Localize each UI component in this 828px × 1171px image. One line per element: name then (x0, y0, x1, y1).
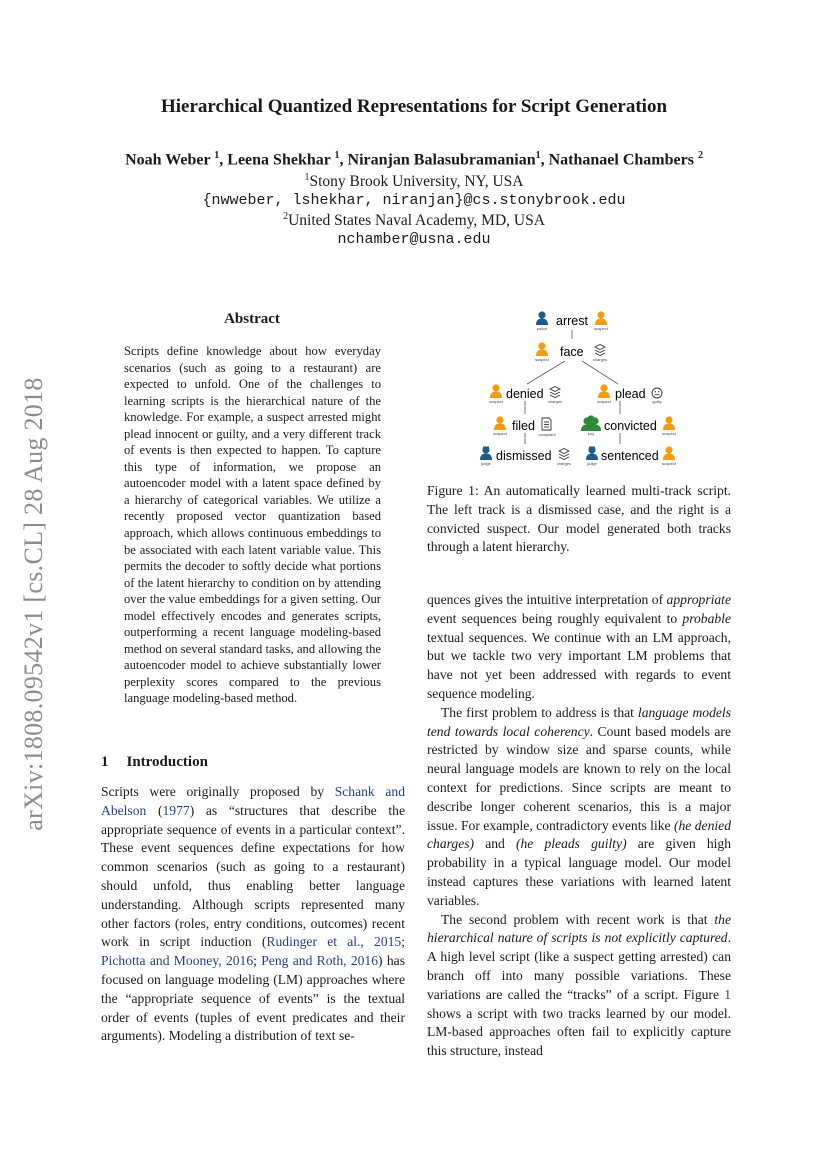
paragraph: The first problem to address is that language models tend towards local coherency. Count based models are restricted by window size and sparse counts, while neural language models are known to rely on the local context for predictions. Since scripts are meant to describe longer coherent scenarios, this is a major issue. For example, contradictory events like (he denied charges) and (he pleads guilty) are given high probability in a typical language model. Our model instead captures these variations with learned latent variables. (427, 704, 731, 908)
svg-text:plead: plead (615, 387, 646, 401)
svg-text:guilty: guilty (652, 399, 662, 404)
person-icon (494, 416, 506, 430)
svg-text:face: face (560, 345, 584, 359)
svg-text:suspect: suspect (662, 431, 676, 436)
svg-text:dismissed: dismissed (496, 449, 552, 463)
svg-text:suspect: suspect (594, 326, 608, 331)
intro-paragraph-1: Scripts were originally proposed by Schank and Abelson (1977) as “structures that describe the appropriate sequence of events in a particular context”. These event sequences define expectations for how common scenarios (such as going to a restaurant) should unfold, thus enabling better language understanding. Although scripts represented many other factors (roles, entry conditions, outcomes) recent work in script induction (Rudinger et al., 2015; Pichotta and Mooney, 2016; Peng and Roth, 2016) has focused on language modeling (LM) approaches where the “appropriate sequence of events” is the textual order of events (tuples of event predicates and their arguments). Modeling a distribution of text se- (101, 784, 405, 1044)
figure-1-script-tree (470, 306, 700, 476)
svg-text:charges: charges (592, 357, 608, 362)
svg-text:denied: denied (506, 387, 544, 401)
svg-text:suspect: suspect (493, 431, 507, 436)
abstract-heading: Abstract (224, 311, 280, 327)
svg-text:suspect: suspect (662, 461, 676, 466)
node-face (535, 342, 607, 362)
svg-text:judge: judge (481, 461, 491, 466)
figure-ref-link[interactable]: 1 (724, 986, 731, 1002)
paragraph: The second problem with recent work is that the hierarchical nature of scripts is not explicitly captured. A high level script (like a suspect getting arrested) can branch off into many possible variations. These variations are called the “tracks” of a script. Figure 1 shows a script with two tracks learned by our model. LM-based approaches often fail to explicitly capture this structure, instead (427, 911, 731, 1059)
smiley-icon (652, 388, 662, 398)
person-icon (598, 384, 610, 398)
author-name: Leena Shekhar (227, 151, 331, 169)
node-convicted (581, 415, 677, 436)
person-icon (595, 311, 607, 325)
svg-text:police: police (536, 326, 548, 331)
svg-text:suspect: suspect (489, 399, 503, 404)
citation-link[interactable]: Peng and Roth, 2016 (261, 953, 379, 969)
citation-link[interactable]: 1977 (162, 802, 190, 818)
node-arrest (536, 311, 609, 331)
layers-icon (550, 387, 560, 398)
layers-icon (559, 449, 569, 460)
abstract-body: Scripts define knowledge about how everyday scenarios (such as going to a restaurant) are expected to unfold. One of the challenges to learning scripts is the hierarchical nature of the knowledge. For example, a suspect arrested might plead innocent or guilty, and a very different track of events is then expected to happen. To capture this type of information, we propose an autoencoder model with a latent space defined by a hierarchy of categorical variables. We utilize a recently proposed vector quantization based approach, which allows continuous embeddings to be associated with each latent variable value. This permits the decoder to softly decide what portions of the latent hierarchy to condition on by attending over the value embeddings for a given setting. Our model effectively encodes and generates scripts, outperforming a recent language modeling-based method on several standard tasks, and allowing the autoencoder model to achieve substantially lower perplexity scores compared to the previous language modeling-based method. (124, 344, 381, 706)
paper-title: Hierarchical Quantized Representations for Script Generation (160, 96, 668, 117)
author-name: Niranjan Balasubramanian (347, 151, 536, 169)
svg-text:jury: jury (587, 431, 595, 436)
svg-text:filed: filed (512, 419, 535, 433)
arxiv-id: arXiv:1808.09542v1 [cs.CL] 28 Aug 2018 (19, 377, 48, 831)
section-heading: 1 Introduction (101, 754, 208, 770)
person-icon (663, 446, 675, 460)
citation-link[interactable]: Schank and Abelson (101, 784, 405, 818)
author-name: Nathanael Chambers (548, 151, 694, 169)
person-icon (536, 342, 548, 356)
layers-icon (595, 345, 605, 356)
email-2: nchamber@usna.edu (337, 231, 491, 248)
node-sentenced (586, 446, 677, 466)
person-icon (490, 384, 502, 398)
svg-text:charges: charges (547, 399, 563, 404)
author-name: Noah Weber (125, 151, 211, 169)
affiliation-2: $^2$United States Naval Academy, MD, USA (283, 211, 545, 230)
citation-link[interactable]: Rudinger et al., 2015 (266, 934, 402, 950)
svg-text:sentenced: sentenced (601, 449, 659, 463)
document-icon (542, 418, 551, 430)
email-1: {nwweber, lshekhar, niranjan}@cs.stonybrook.edu (202, 192, 626, 209)
svg-text:arrest: arrest (556, 314, 588, 328)
svg-text:suspect: suspect (535, 357, 549, 362)
citation-link[interactable]: Pichotta and Mooney, 2016 (101, 953, 254, 969)
intro-right-column (427, 591, 731, 1061)
svg-text:judge: judge (587, 461, 597, 466)
affiliation-1: $^1$Stony Brook University, NY, USA (304, 172, 524, 191)
svg-text:convicted: convicted (604, 419, 657, 433)
person-icon (536, 311, 548, 325)
author-list: Noah Weber $^1$, Leena Shekhar $^1$, Niranjan Balasubramanian$^1$, Nathanael Chambers $^2$ (125, 150, 703, 169)
person-icon (663, 416, 675, 430)
node-dismissed (480, 446, 571, 466)
node-plead (597, 384, 662, 404)
paragraph: quences gives the intuitive interpretation of appropriate event sequences being roughly equivalent to probable textual sequences. We continue with an LM approach, but we tackle two very important LM problems that have not yet been addressed with regards to event sequence modeling. (427, 592, 731, 701)
group-icon (581, 415, 601, 431)
svg-text:charges: charges (556, 461, 572, 466)
judge-icon (586, 446, 598, 460)
judge-icon (480, 446, 492, 460)
figure-caption: Figure 1: An automatically learned multi-track script. The left track is a dismissed case, and the right is a convicted suspect. Our model generated both tracks through a latent hierarchy. (427, 483, 731, 555)
node-denied (489, 384, 562, 404)
svg-text:complaint: complaint (538, 432, 556, 437)
svg-text:suspect: suspect (597, 399, 611, 404)
